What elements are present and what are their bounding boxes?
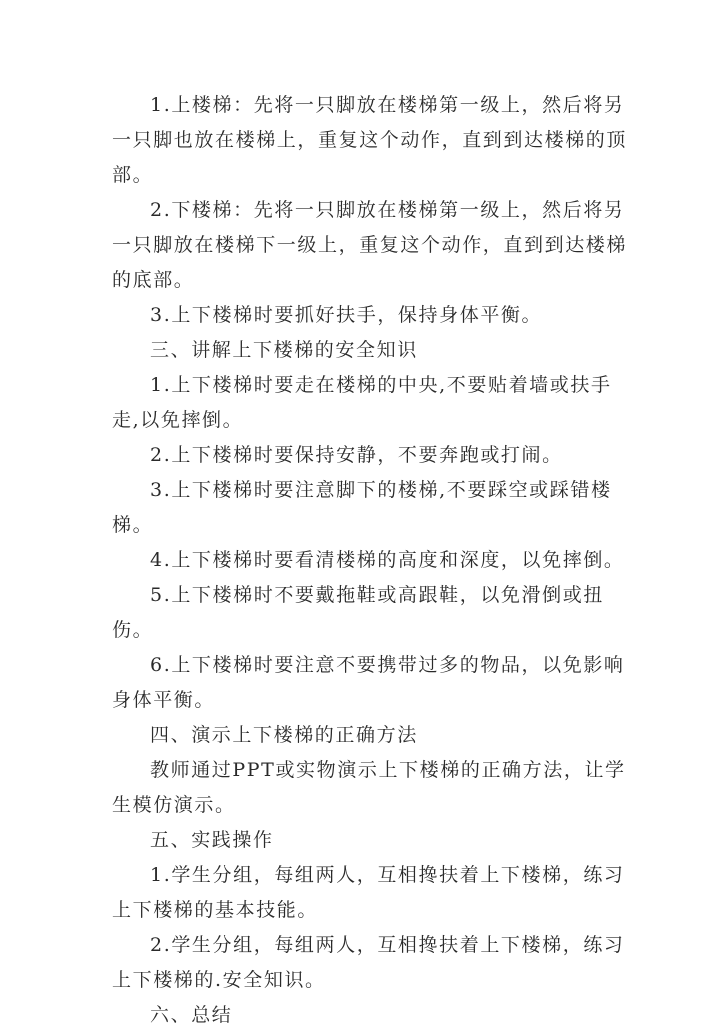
paragraph-safety-5: 5.上下楼梯时不要戴拖鞋或高跟鞋，以免滑倒或扭伤。 <box>112 584 604 641</box>
paragraph-step-down: 2.下楼梯：先将一只脚放在楼梯第一级上，然后将另一只脚放在楼梯下一级上，重复这个动作，直到到达楼梯的底部。 <box>112 199 628 291</box>
paragraph-practice-2: 2.学生分组，每组两人，互相搀扶着上下楼梯，练习上下楼梯的.安全知识。 <box>112 934 625 991</box>
paragraph-safety-3: 3.上下楼梯时要注意脚下的楼梯,不要踩空或踩错楼梯。 <box>112 479 612 536</box>
paragraph-safety-1: 1.上下楼梯时要走在楼梯的中央,不要贴着墙或扶手走,以免摔倒。 <box>112 374 612 431</box>
section-heading-demo: 四、演示上下楼梯的正确方法 <box>150 724 418 746</box>
section-heading-safety: 三、讲解上下楼梯的安全知识 <box>150 339 418 361</box>
paragraph-handrail: 3.上下楼梯时要抓好扶手，保持身体平衡。 <box>150 304 543 326</box>
paragraph-practice-1: 1.学生分组，每组两人，互相搀扶着上下楼梯，练习上下楼梯的基本技能。 <box>112 864 625 921</box>
paragraph-demo: 教师通过PPT或实物演示上下楼梯的正确方法，让学生模仿演示。 <box>112 759 626 816</box>
document-body <box>112 88 632 1033</box>
section-heading-practice: 五、实践操作 <box>150 829 274 851</box>
section-heading-summary: 六、总结 <box>150 1004 233 1026</box>
paragraph-safety-4: 4.上下楼梯时要看清楼梯的高度和深度，以免摔倒。 <box>150 549 625 571</box>
paragraph-safety-6: 6.上下楼梯时要注意不要携带过多的物品，以免影响身体平衡。 <box>112 654 625 711</box>
paragraph-safety-2: 2.上下楼梯时要保持安静，不要奔跑或打闹。 <box>150 444 563 466</box>
paragraph-step-up: 1.上楼梯：先将一只脚放在楼梯第一级上，然后将另一只脚也放在楼梯上，重复这个动作，直到到达楼梯的顶部。 <box>112 94 628 186</box>
